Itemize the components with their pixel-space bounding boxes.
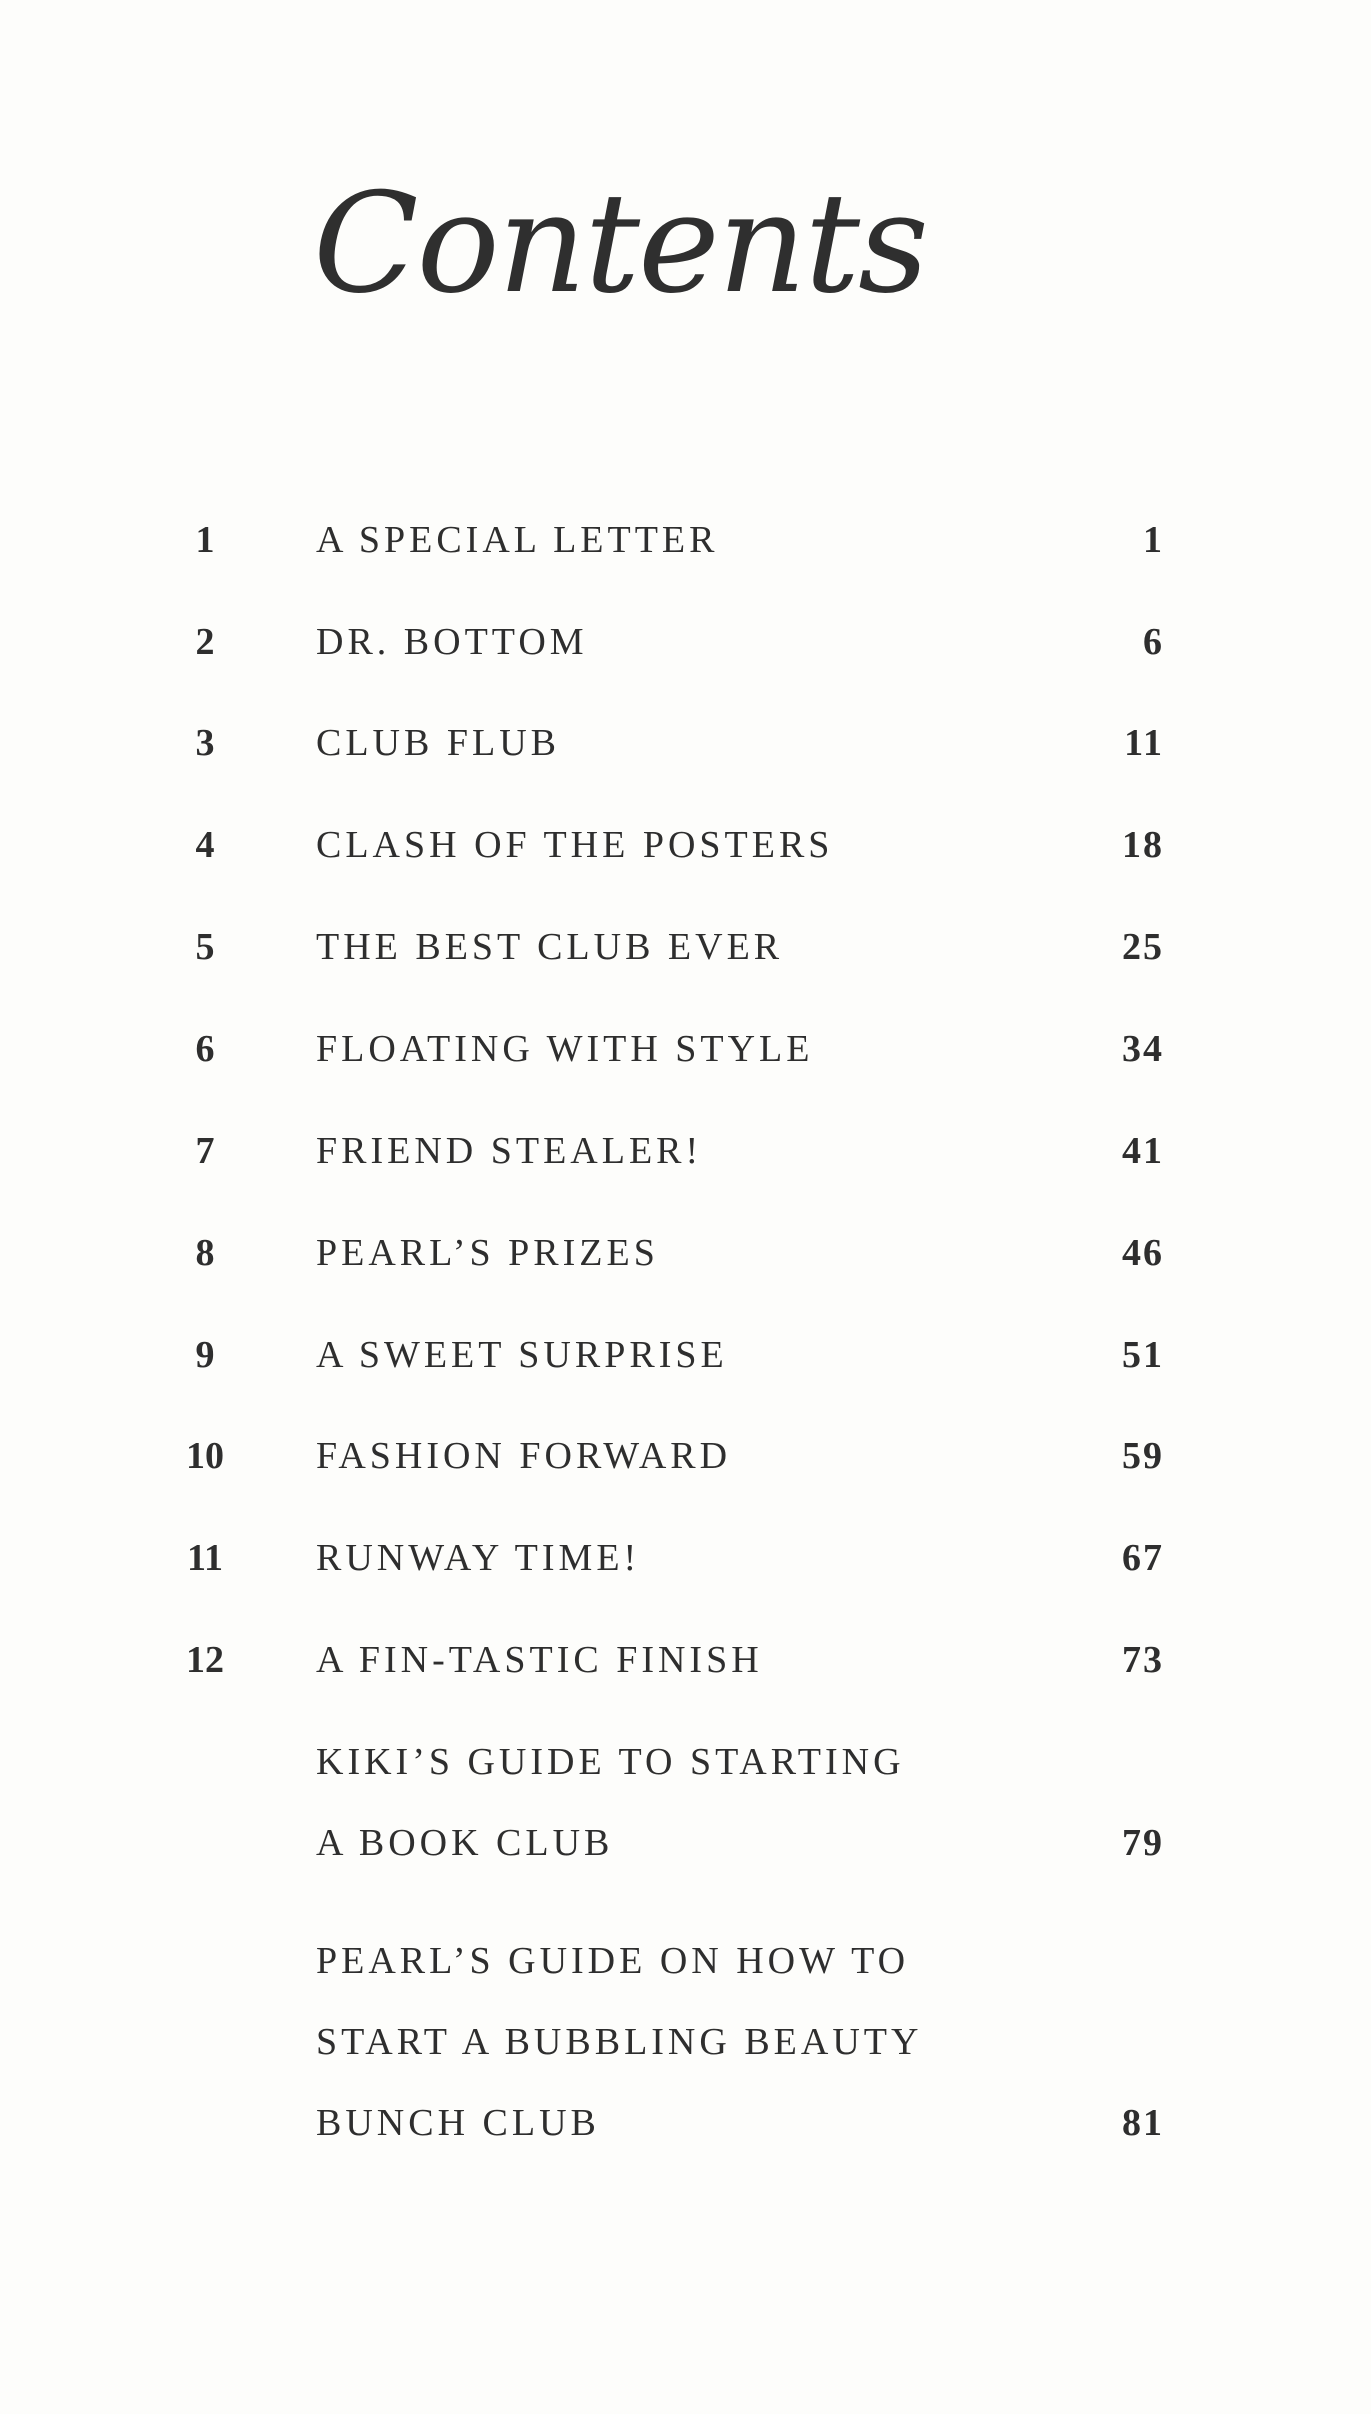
chapter-title-line: CLUB FLUB (316, 722, 560, 764)
contents-heading: Contents (313, 163, 927, 324)
chapter-number: 12 (186, 1639, 224, 1681)
chapter-title-line: A FIN-TASTIC FINISH (316, 1639, 763, 1681)
page-number: 25 (1122, 926, 1164, 968)
chapter-title (316, 825, 833, 865)
page-number: 59 (1122, 1435, 1164, 1477)
page-number: 41 (1122, 1130, 1164, 1172)
chapter-number: 8 (195, 1232, 215, 1274)
chapter-title (316, 1131, 702, 1171)
chapter-number: 6 (195, 1028, 215, 1070)
page-number: 18 (1122, 824, 1164, 866)
chapter-title-line: THE BEST CLUB EVER (316, 926, 784, 968)
chapter-number: 5 (195, 926, 215, 968)
chapter-title (316, 1436, 731, 1476)
chapter-number: 7 (195, 1130, 215, 1172)
page-number: 73 (1122, 1639, 1164, 1681)
chapter-number: 11 (187, 1537, 223, 1579)
chapter-title (316, 1742, 905, 1863)
chapter-title-line: DR. BOTTOM (316, 621, 588, 663)
chapter-title (316, 1335, 728, 1375)
chapter-number: 10 (186, 1435, 224, 1477)
chapter-title-line: START A BUBBLING BEAUTY (316, 2021, 923, 2063)
chapter-number: 4 (195, 824, 215, 866)
page-number: 67 (1122, 1537, 1164, 1579)
chapter-title-line: A BOOK CLUB (316, 1822, 614, 1864)
page-number: 79 (1122, 1822, 1164, 1864)
chapter-title-line: FRIEND STEALER! (316, 1130, 703, 1172)
chapter-title (316, 927, 783, 967)
chapter-title (316, 1233, 659, 1273)
chapter-number: 9 (195, 1334, 215, 1376)
chapter-title-line: FASHION FORWARD (316, 1435, 732, 1477)
page-number: 81 (1122, 2102, 1164, 2144)
chapter-title-line: A SWEET SURPRISE (316, 1334, 728, 1376)
chapter-title (316, 1941, 922, 2143)
page-number: 11 (1124, 722, 1164, 764)
chapter-title (316, 1640, 763, 1680)
chapter-number: 2 (195, 621, 215, 663)
chapter-title (316, 622, 588, 662)
chapter-title-line: CLASH OF THE POSTERS (316, 824, 834, 866)
chapter-title (316, 1538, 640, 1578)
chapter-title (316, 520, 718, 560)
chapter-title-line: PEARL’S GUIDE ON HOW TO (316, 1940, 910, 1982)
chapter-title (316, 723, 560, 763)
page-number: 51 (1122, 1334, 1164, 1376)
chapter-number: 1 (195, 519, 215, 561)
page-number: 34 (1122, 1028, 1164, 1070)
page-number: 6 (1143, 621, 1164, 663)
chapter-title-line: A SPECIAL LETTER (316, 519, 719, 561)
chapter-title-line: PEARL’S PRIZES (316, 1232, 659, 1274)
chapter-number: 3 (195, 722, 215, 764)
chapter-title-line: RUNWAY TIME! (316, 1537, 641, 1579)
chapter-title (316, 1029, 813, 1069)
page-number: 1 (1143, 519, 1164, 561)
chapter-title-line: KIKI’S GUIDE TO STARTING (316, 1741, 905, 1783)
chapter-title-line: FLOATING WITH STYLE (316, 1028, 814, 1070)
chapter-title-line: BUNCH CLUB (316, 2102, 600, 2144)
page-number: 46 (1122, 1232, 1164, 1274)
